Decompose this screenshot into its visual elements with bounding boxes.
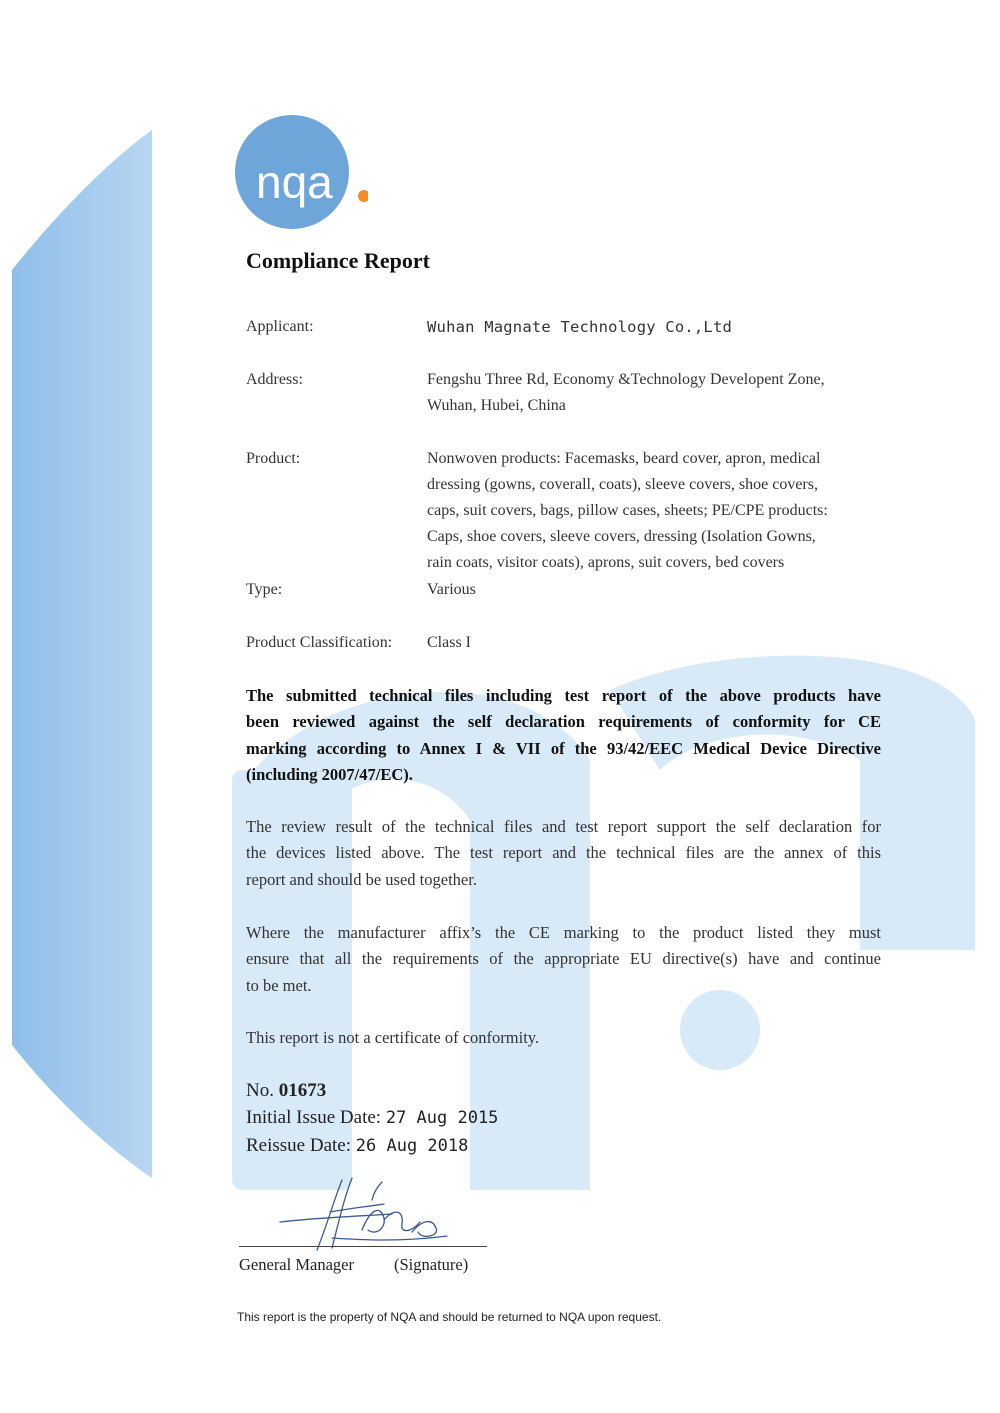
classification-label: Product Classification:: [246, 634, 393, 651]
affix-line: to be met.: [246, 975, 312, 995]
affix-line: Where the manufacturer affix’s the CE marking to the product listed they must: [246, 923, 881, 942]
logo-text: nqa: [256, 156, 333, 208]
review-paragraph: [246, 814, 881, 893]
review-line: The review result of the technical files and test report support the self declaration for: [246, 817, 881, 836]
affix-line: ensure that all the requirements of the appropriate EU directive(s) have and continue: [246, 949, 881, 969]
page-title: Compliance Report: [246, 248, 430, 273]
product-line: rain coats, visitor coats), aprons, suit covers, bed covers: [427, 554, 785, 571]
nqa-logo: [228, 112, 368, 232]
type-value: Various: [427, 581, 476, 598]
product-value: [427, 446, 881, 576]
address-line: Fengshu Three Rd, Economy &Technology Developent Zone,: [427, 371, 825, 388]
reissue-date: [246, 1132, 498, 1160]
statement-line: The submitted technical files including test report of the above products have: [246, 686, 881, 705]
product-line: dressing (gowns, coverall, coats), sleeve covers, shoe covers,: [427, 476, 818, 493]
statement-line: been reviewed against the self declaration requirements of conformity for CE: [246, 712, 881, 732]
product-line: caps, suit covers, bags, pillow cases, sheets; PE/CPE products:: [427, 502, 828, 519]
signatory-role: General Manager: [239, 1255, 354, 1274]
initial-issue-date: [246, 1104, 498, 1132]
reissue-value: 26 Aug 2018: [355, 1136, 469, 1156]
initial-issue-label: Initial Issue Date:: [246, 1107, 382, 1128]
product-line: Caps, shoe covers, sleeve covers, dressing (Isolation Gowns,: [427, 528, 816, 545]
report-number-value: 01673: [278, 1080, 327, 1101]
report-meta: [246, 1077, 498, 1160]
review-statement: [246, 683, 881, 788]
applicant-label: Applicant:: [246, 318, 314, 335]
statement-line: marking according to Annex I & VII of the 93/42/EEC Medical Device Directive: [246, 738, 881, 758]
signature-line: [239, 1246, 487, 1247]
applicant-value: Wuhan Magnate Technology Co.,Ltd: [427, 318, 733, 336]
signature-note: (Signature): [394, 1255, 469, 1274]
type-label: Type:: [246, 581, 283, 598]
address-value: [427, 367, 881, 419]
product-line: Nonwoven products: Facemasks, beard cover, apron, medical: [427, 450, 821, 467]
report-number-label: No.: [246, 1080, 274, 1101]
address-label: Address:: [246, 371, 303, 388]
product-label: Product:: [246, 450, 301, 467]
review-line: report and should be used together.: [246, 869, 477, 889]
affix-paragraph: [246, 920, 881, 999]
reissue-label: Reissue Date:: [246, 1135, 352, 1156]
initial-issue-value: 27 Aug 2015: [385, 1108, 499, 1128]
footer-note: This report is the property of NQA and should be returned to NQA upon request.: [237, 1310, 662, 1324]
report-number: [246, 1077, 498, 1104]
statement-line: (including 2007/47/EC).: [246, 764, 413, 784]
logo-dot: [358, 190, 368, 202]
address-line: Wuhan, Hubei, China: [427, 397, 566, 414]
not-certificate-note: This report is not a certificate of conformity.: [246, 1028, 540, 1047]
classification-value: Class I: [427, 634, 471, 651]
review-line: the devices listed above. The test report and the technical files are the annex of this: [246, 843, 881, 863]
